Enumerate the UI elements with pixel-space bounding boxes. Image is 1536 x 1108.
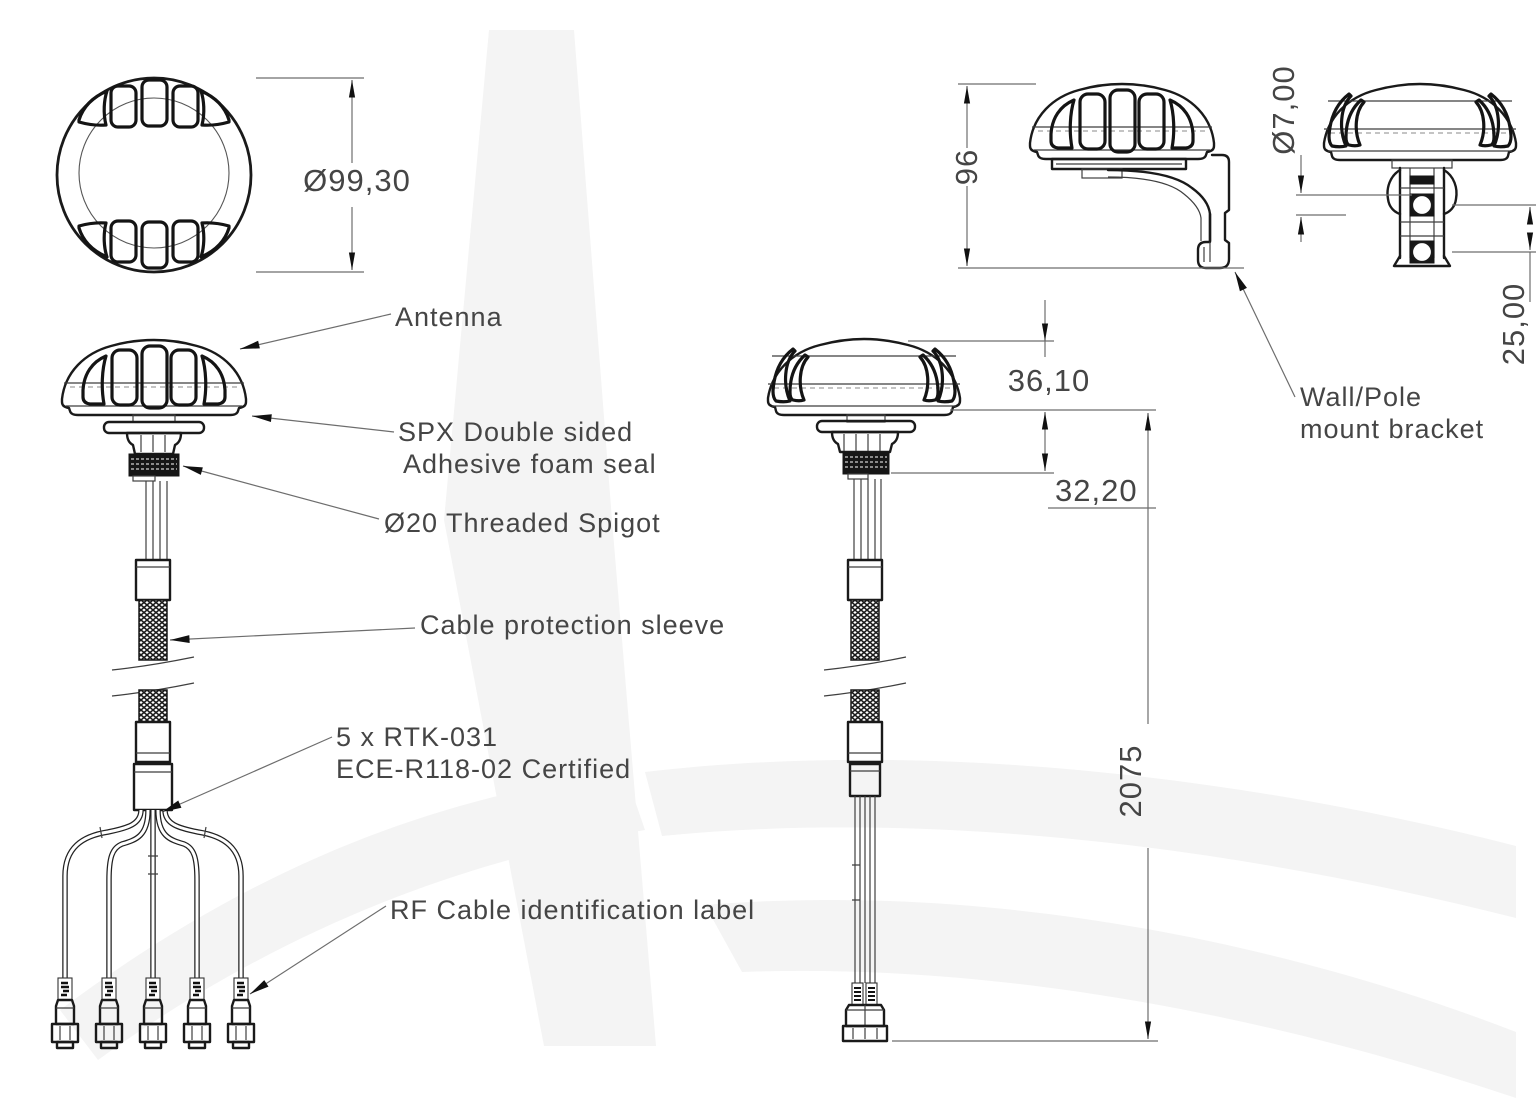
callout-spigot: Ø20 Threaded Spigot bbox=[384, 508, 661, 538]
spigot-length-dim: 32,20 bbox=[1055, 473, 1138, 508]
hole-spacing-dim: 25,00 bbox=[1496, 282, 1531, 366]
dome-height-dim: 36,10 bbox=[1007, 363, 1091, 398]
callout-bracket-line2: mount bracket bbox=[1300, 414, 1485, 444]
overall-height-dim: 96 bbox=[949, 148, 984, 186]
hole-diameter-dim: Ø7,00 bbox=[1266, 65, 1301, 155]
callout-rtk-line1: 5 x RTK-031 bbox=[336, 722, 499, 752]
callout-rtk-line2: ECE-R118-02 Certified bbox=[336, 754, 632, 784]
callout-sleeve: Cable protection sleeve bbox=[420, 610, 726, 640]
top-view-diameter-label: Ø99,30 bbox=[303, 163, 411, 198]
callout-rf-label: RF Cable identification label bbox=[390, 895, 756, 925]
callout-bracket-line1: Wall/Pole bbox=[1300, 382, 1423, 412]
callout-antenna: Antenna bbox=[395, 302, 503, 332]
callout-seal-line1: SPX Double sided bbox=[398, 417, 634, 447]
cable-length-dim: 2075 bbox=[1113, 744, 1148, 818]
callout-seal-line2: Adhesive foam seal bbox=[403, 449, 657, 479]
